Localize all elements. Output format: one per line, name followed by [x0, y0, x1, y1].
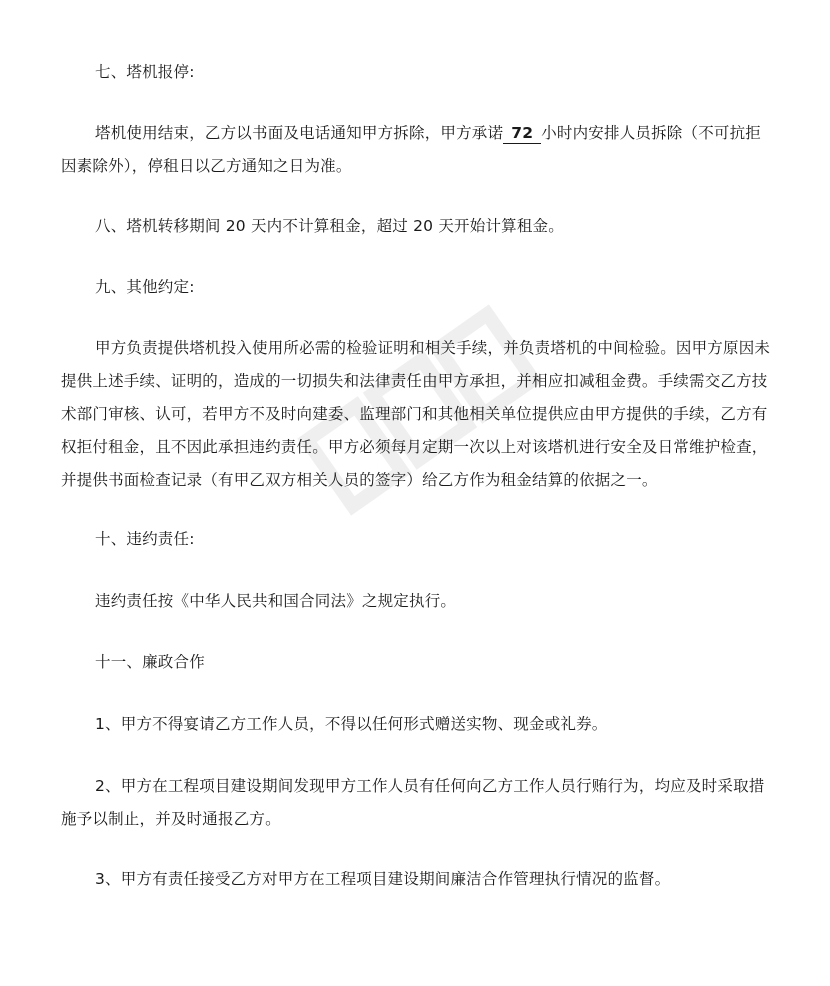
section-9-heading: 九、其他约定: [95, 278, 195, 296]
section-11-item-1: 1、甲方不得宴请乙方工作人员，不得以任何形式赠送实物、现金或礼券。 [95, 715, 608, 733]
section-11-item-3: 3、甲方有责任接受乙方对甲方在工程项目建设期间廉洁合作管理执行情况的监督。 [95, 870, 671, 888]
section-10-heading: 十、违约责任: [95, 530, 195, 548]
section-8-text: 八、塔机转移期间 20 天内不计算租金，超过 20 天开始计算租金。 [95, 217, 564, 235]
section-7-body-part-a: 塔机使用结束，乙方以书面及电话通知甲方拆除，甲方承诺 [95, 124, 504, 142]
section-7-body-part-b: 小时内安排人员拆除（不可抗拒因素除外），停租日以乙方通知之日为准。 [61, 124, 762, 175]
section-10-body: 违约责任按《中华人民共和国合同法》之规定执行。 [95, 592, 457, 610]
section-7-heading: 七、塔机报停: [95, 63, 195, 81]
hours-fill-in-value: 72 [503, 123, 541, 144]
section-9-body: 甲方负责提供塔机投入使用所必需的检验证明和相关手续，并负责塔机的中间检验。因甲方原因未提供上述手续、证明的，造成的一切损失和法律责任由甲方承担，并相应扣减租金费。手续需交乙方技术部门审核、认可，若甲方不及时向建委、监理部门和其他相关单位提供应由甲方提供的手续，乙方有权拒付租金，且不因此承担违约责任。甲方必须每月定期一次以上对该塔机进行安全及日常维护检查，并提供书面检查记录（有甲乙双方相关人员的签字）给乙方作为租金结算的依据之一。 [61, 339, 771, 489]
section-7-body [61, 117, 773, 183]
section-11-item-2: 2、甲方在工程项目建设期间发现甲方工作人员有任何向乙方工作人员行贿行为，均应及时采取措施予以制止，并及时通报乙方。 [61, 777, 765, 828]
section-11-heading: 十一、廉政合作 [95, 653, 205, 671]
